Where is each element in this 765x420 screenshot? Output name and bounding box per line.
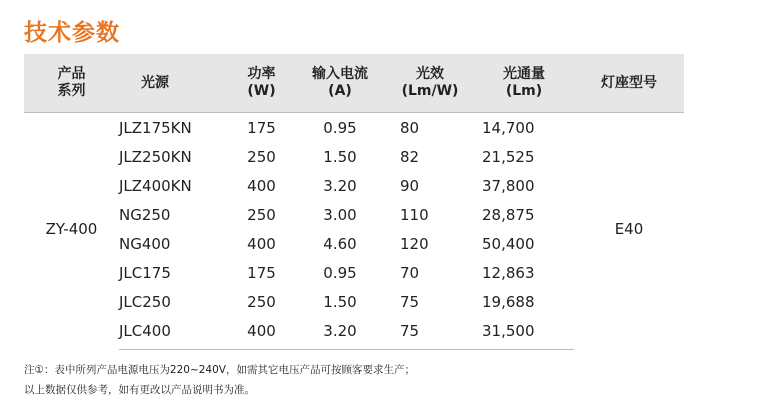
current-cell: 4.60: [323, 234, 357, 253]
efficacy-cell: 90: [400, 176, 420, 195]
header-socket: 灯座型号: [574, 54, 684, 113]
flux-cell: 50,400: [482, 234, 535, 253]
current-cell: 3.20: [294, 316, 386, 350]
footnotes: [24, 360, 415, 400]
flux-cell: 12,863: [482, 263, 535, 282]
power-cell: 250: [247, 205, 276, 224]
power-cell: 400: [229, 316, 294, 350]
source-cell: JLZ250KN: [119, 147, 192, 166]
power-cell: 400: [247, 234, 276, 253]
header-efficacy: 光效 (Lm/W): [386, 54, 474, 113]
header-series: 产品 系列: [24, 54, 119, 113]
footnote-line: 注①：表中所列产品电源电压为220~240V，如需其它电压产品可按顾客要求生产；: [24, 364, 415, 376]
power-cell: 250: [247, 147, 276, 166]
source-cell: NG400: [119, 234, 171, 253]
current-cell: 0.95: [323, 263, 357, 282]
table-header-row: [24, 54, 684, 113]
current-cell: 1.50: [323, 147, 357, 166]
header-current: 输入电流 (A): [294, 54, 386, 113]
power-cell: 175: [247, 263, 276, 282]
flux-cell: 14,700: [482, 118, 535, 137]
source-cell: JLZ400KN: [119, 176, 192, 195]
flux-cell: 28,875: [482, 205, 535, 224]
current-cell: 3.20: [323, 176, 357, 195]
source-cell: JLC175: [119, 263, 171, 282]
header-flux: 光通量 (Lm): [474, 54, 574, 113]
footnote-line: 以上数据仅供参考，如有更改以产品说明书为准。: [24, 384, 255, 396]
socket-cell: E40: [614, 220, 644, 239]
flux-cell: 19,688: [482, 292, 535, 311]
power-cell: 400: [247, 176, 276, 195]
efficacy-cell: 80: [400, 118, 420, 137]
section-title: 技术参数: [24, 20, 120, 46]
flux-cell: 21,525: [482, 147, 535, 166]
spec-table: [24, 54, 684, 350]
table-row: [24, 113, 684, 143]
source-cell: JLC400: [119, 316, 229, 350]
current-cell: 3.00: [323, 205, 357, 224]
efficacy-cell: 110: [400, 205, 429, 224]
source-cell: NG250: [119, 205, 171, 224]
power-cell: 175: [247, 118, 276, 137]
current-cell: 1.50: [323, 292, 357, 311]
table-body: [24, 113, 684, 350]
efficacy-cell: 75: [386, 316, 474, 350]
flux-cell: 37,800: [482, 176, 535, 195]
efficacy-cell: 82: [400, 147, 420, 166]
source-cell: JLC250: [119, 292, 171, 311]
header-source: 光源: [119, 54, 229, 113]
header-power: 功率 (W): [229, 54, 294, 113]
current-cell: 0.95: [323, 118, 357, 137]
efficacy-cell: 120: [400, 234, 429, 253]
efficacy-cell: 70: [400, 263, 420, 282]
efficacy-cell: 75: [400, 292, 420, 311]
power-cell: 250: [247, 292, 276, 311]
series-cell: ZY-400: [45, 220, 98, 239]
source-cell: JLZ175KN: [119, 118, 192, 137]
flux-cell: 31,500: [474, 316, 574, 350]
